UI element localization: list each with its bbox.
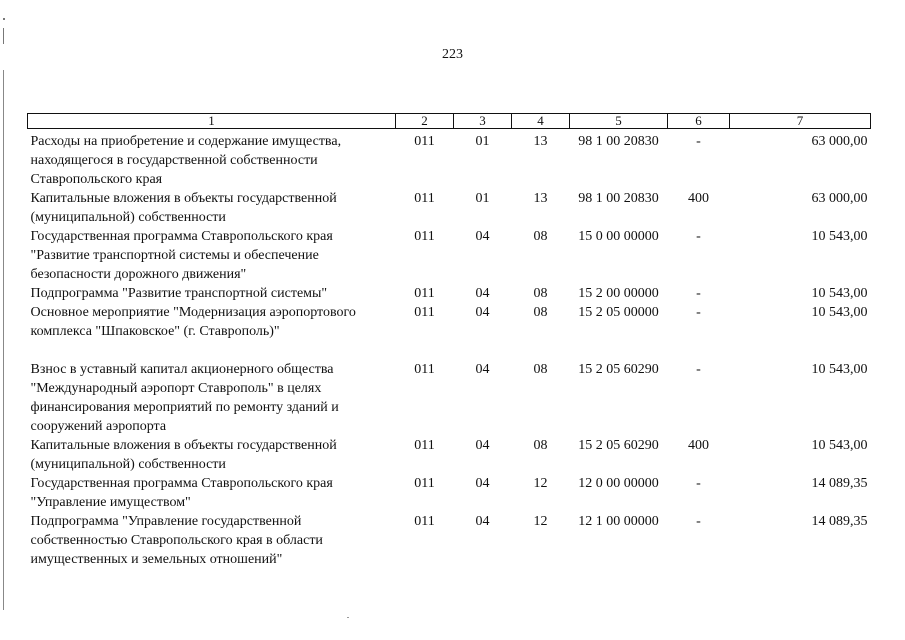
row-code-6: 400 bbox=[688, 438, 709, 453]
budget-table bbox=[27, 113, 871, 569]
row-code-2: 011 bbox=[414, 438, 435, 453]
row-amount: 63 000,00 bbox=[811, 134, 868, 149]
row-name: Подпрограмма "Развитие транспортной системы" bbox=[30, 286, 328, 301]
row-code-6: - bbox=[696, 362, 701, 377]
row-amount: 14 089,35 bbox=[811, 476, 868, 491]
row-code-2: 011 bbox=[414, 191, 435, 206]
binding-edge-line bbox=[3, 70, 4, 610]
table-row bbox=[28, 227, 871, 284]
row-code-2: 011 bbox=[414, 362, 435, 377]
header-col-3: 3 bbox=[454, 114, 512, 129]
row-code-2: 011 bbox=[414, 229, 435, 244]
table-row bbox=[28, 360, 871, 436]
table-row bbox=[28, 512, 871, 569]
row-code-3: 04 bbox=[475, 362, 490, 377]
row-code-6: - bbox=[696, 305, 701, 320]
row-code-5: 98 1 00 20830 bbox=[578, 191, 659, 206]
row-amount: 10 543,00 bbox=[811, 438, 868, 453]
spacer-cell bbox=[28, 341, 871, 360]
row-code-3: 04 bbox=[475, 229, 490, 244]
table-row bbox=[28, 303, 871, 341]
row-code-5: 12 1 00 00000 bbox=[578, 514, 659, 529]
row-code-5: 15 2 00 00000 bbox=[578, 286, 659, 301]
margin-dot bbox=[3, 18, 5, 20]
header-col-4: 4 bbox=[512, 114, 570, 129]
table-row bbox=[28, 474, 871, 512]
row-code-6: - bbox=[696, 229, 701, 244]
row-code-4: 12 bbox=[533, 514, 548, 529]
row-code-2: 011 bbox=[414, 514, 435, 529]
row-code-2: 011 bbox=[414, 476, 435, 491]
header-col-6: 6 bbox=[668, 114, 730, 129]
page-number: 223 bbox=[442, 47, 463, 62]
row-code-3: 01 bbox=[475, 134, 490, 149]
row-name: Расходы на приобретение и содержание имущества, находящегося в государственной собственности Ставропольского края bbox=[30, 134, 342, 187]
row-name: Взнос в уставный капитал акционерного общества "Международный аэропорт Ставрополь" в целях финансирования мероприятий по ремонту зданий и сооружений аэропорта bbox=[30, 362, 339, 434]
row-code-4: 13 bbox=[533, 134, 548, 149]
row-name: Капитальные вложения в объекты государственной (муниципальной) собственности bbox=[30, 438, 337, 472]
row-code-5: 15 2 05 60290 bbox=[578, 438, 659, 453]
row-code-4: 08 bbox=[533, 438, 548, 453]
row-code-2: 011 bbox=[414, 134, 435, 149]
row-name: Капитальные вложения в объекты государственной (муниципальной) собственности bbox=[30, 191, 337, 225]
row-code-6: 400 bbox=[688, 191, 709, 206]
row-code-4: 08 bbox=[533, 305, 548, 320]
row-name: Государственная программа Ставропольского края "Развитие транспортной системы и обеспечение безопасности дорожного движения" bbox=[30, 229, 333, 282]
row-code-3: 01 bbox=[475, 191, 490, 206]
header-row bbox=[28, 114, 871, 129]
row-amount: 10 543,00 bbox=[811, 362, 868, 377]
row-name: Государственная программа Ставропольского края "Управление имуществом" bbox=[30, 476, 333, 510]
row-code-4: 08 bbox=[533, 229, 548, 244]
row-code-5: 15 2 05 00000 bbox=[578, 305, 659, 320]
row-code-4: 08 bbox=[533, 286, 548, 301]
row-code-3: 04 bbox=[475, 305, 490, 320]
table-header bbox=[28, 114, 871, 129]
table-row bbox=[28, 189, 871, 227]
row-code-3: 04 bbox=[475, 438, 490, 453]
table-row bbox=[28, 436, 871, 474]
row-code-4: 12 bbox=[533, 476, 548, 491]
row-code-6: - bbox=[696, 514, 701, 529]
header-col-2: 2 bbox=[396, 114, 454, 129]
row-name: Основное мероприятие "Модернизация аэропортового комплекса "Шпаковское" (г. Ставрополь)" bbox=[30, 305, 356, 339]
row-code-5: 98 1 00 20830 bbox=[578, 134, 659, 149]
row-code-4: 13 bbox=[533, 191, 548, 206]
row-amount: 10 543,00 bbox=[811, 229, 868, 244]
scan-speck bbox=[347, 617, 349, 618]
row-amount: 10 543,00 bbox=[811, 286, 868, 301]
row-amount: 63 000,00 bbox=[811, 191, 868, 206]
row-code-3: 04 bbox=[475, 514, 490, 529]
row-code-2: 011 bbox=[414, 286, 435, 301]
row-code-3: 04 bbox=[475, 286, 490, 301]
row-code-6: - bbox=[696, 134, 701, 149]
row-amount: 10 543,00 bbox=[811, 305, 868, 320]
header-col-7: 7 bbox=[730, 114, 871, 129]
row-code-2: 011 bbox=[414, 305, 435, 320]
row-code-6: - bbox=[696, 286, 701, 301]
row-code-5: 12 0 00 00000 bbox=[578, 476, 659, 491]
header-col-1: 1 bbox=[28, 114, 396, 129]
table-row bbox=[28, 284, 871, 303]
spacer-row bbox=[28, 341, 871, 360]
row-code-6: - bbox=[696, 476, 701, 491]
margin-tick bbox=[3, 28, 4, 44]
row-amount: 14 089,35 bbox=[811, 514, 868, 529]
row-code-5: 15 2 05 60290 bbox=[578, 362, 659, 377]
row-code-3: 04 bbox=[475, 476, 490, 491]
row-code-5: 15 0 00 00000 bbox=[578, 229, 659, 244]
row-code-4: 08 bbox=[533, 362, 548, 377]
table-row bbox=[28, 129, 871, 190]
row-name: Подпрограмма "Управление государственной собственностью Ставропольского края в области имущественных и земельных отношений" bbox=[30, 514, 323, 567]
header-col-5: 5 bbox=[570, 114, 668, 129]
table-body bbox=[28, 129, 871, 570]
